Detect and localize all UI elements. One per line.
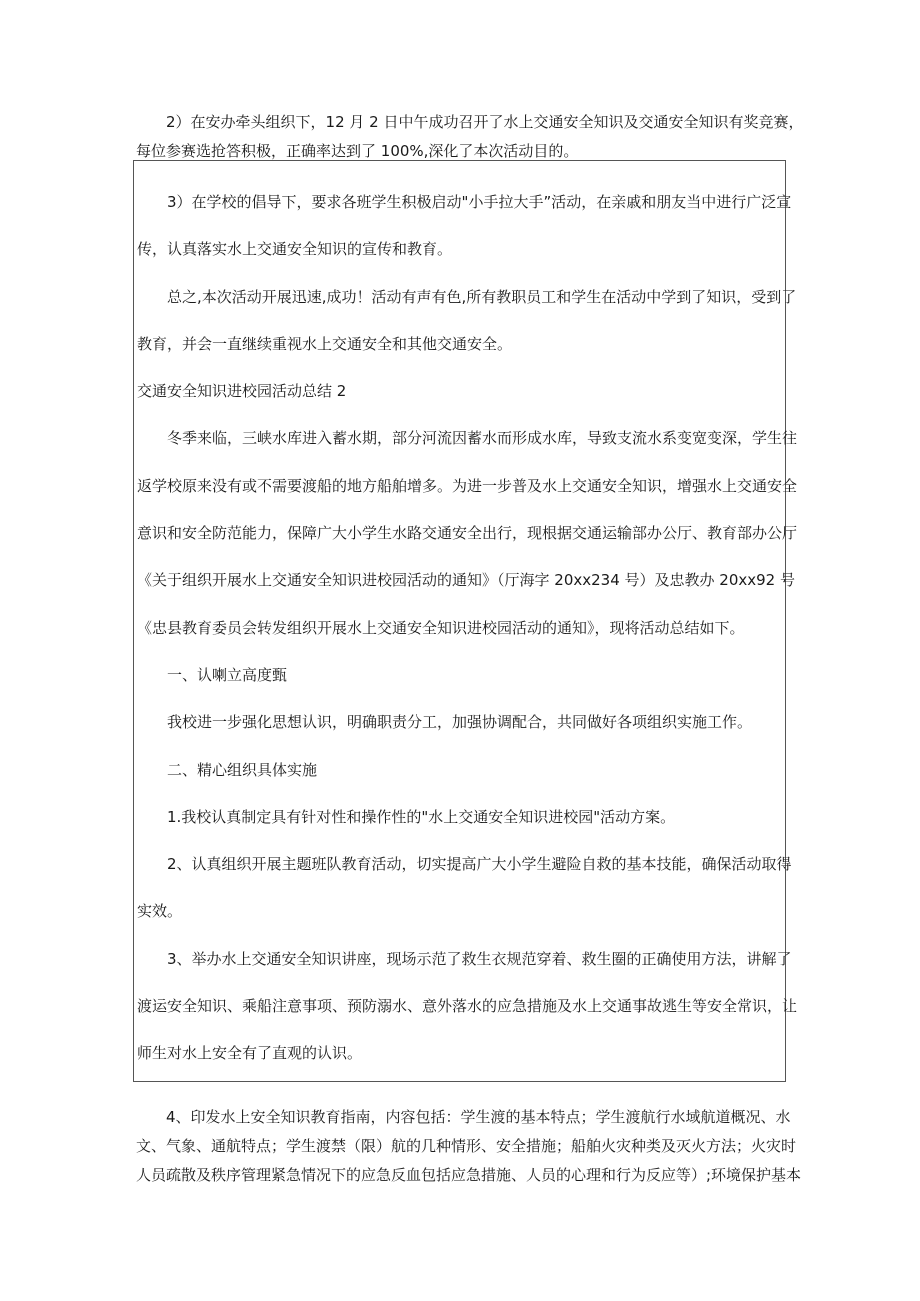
text-line: 人员疏散及秩序管理紧急情况下的应急反血包括应急措施、人员的心理和行为反应等）;环境保护基本 — [136, 1166, 802, 1184]
text-line: 3）在学校的倡导下，要求各班学生积极启动"小手拉大手”活动，在亲戚和朋友当中进行广泛宣 — [167, 193, 792, 211]
bottom-paragraph — [136, 1103, 802, 1190]
text-line: 传，认真落实水上交通安全知识的宣传和教育。 — [137, 240, 453, 259]
top-paragraph — [136, 108, 804, 166]
text-line: 2）在安办牵头组织下，12 月 2 日中午成功召开了水上交通安全知识及交通安全知识有奖竞赛， — [166, 113, 804, 131]
text-line: 1.我校认真制定具有针对性和操作性的"水上交通安全知识进校园"活动方案。 — [167, 807, 676, 826]
frame-content — [137, 179, 798, 1078]
text-line: 《关于组织开展水上交通安全知识进校园活动的通知》（厅海字 20xx234 号）及忠教办 20xx92 号 — [137, 571, 795, 590]
section-heading: 交通安全知识进校园活动总结 2 — [137, 382, 347, 401]
text-line: 返学校原来没有或不需要渡船的地方船舶增多。为进一步普及水上交通安全知识，增强水上交通安全 — [137, 476, 798, 495]
text-line: 意识和安全防范能力，保障广大小学生水路交通安全出行，现根据交通运输部办公厅、教育部办公厅 — [137, 524, 798, 543]
text-line: 渡运安全知识、乘船注意事项、预防溺水、意外落水的应急措施及水上交通事故逃生等安全常识，让 — [137, 997, 798, 1016]
text-line: 4、印发水上安全知识教育指南，内容包括：学生渡的基本特点；学生渡航行水域航道概况、水 — [166, 1108, 791, 1126]
text-line: 3、举办水上交通安全知识讲座，现场示范了救生衣规范穿着、救生圈的正确使用方法，讲解了 — [167, 949, 792, 968]
text-line: 师生对水上安全有了直观的认识。 — [137, 1044, 363, 1063]
text-line: 文、气象、通航特点；学生渡禁（限）航的几种情形、安全措施；船舶火灾种类及灭火方法；火灾时 — [136, 1137, 797, 1155]
text-line: 实效。 — [137, 902, 183, 921]
sub-heading: 二、精心组织具体实施 — [167, 760, 318, 779]
text-line: 总之,本次活动开展迅速,成功！活动有声有色,所有教职员工和学生在活动中学到了知识，受到了 — [167, 287, 797, 306]
text-line: 2、认真组织开展主题班队教育活动，切实提高广大小学生避险自救的基本技能，确保活动取得 — [167, 855, 792, 874]
text-line: 我校进一步强化思想认识，明确职责分工，加强协调配合，共同做好各项组织实施工作。 — [167, 713, 753, 732]
text-line: 每位参赛选抢答积极，正确率达到了 100%,深化了本次活动目的。 — [136, 142, 579, 160]
text-line: 冬季来临，三峡水库进入蓄水期，部分河流因蓄水而形成水库，导致支流水系变宽变深，学生往 — [167, 429, 798, 448]
text-line: 教育，并会一直继续重视水上交通安全和其他交通安全。 — [137, 334, 513, 353]
bordered-text-frame — [133, 160, 798, 1082]
sub-heading: 一、认喇立高度甄 — [167, 665, 288, 684]
text-line: 《忠县教育委员会转发组织开展水上交通安全知识进校园活动的通知》，现将活动总结如下。 — [137, 618, 745, 637]
